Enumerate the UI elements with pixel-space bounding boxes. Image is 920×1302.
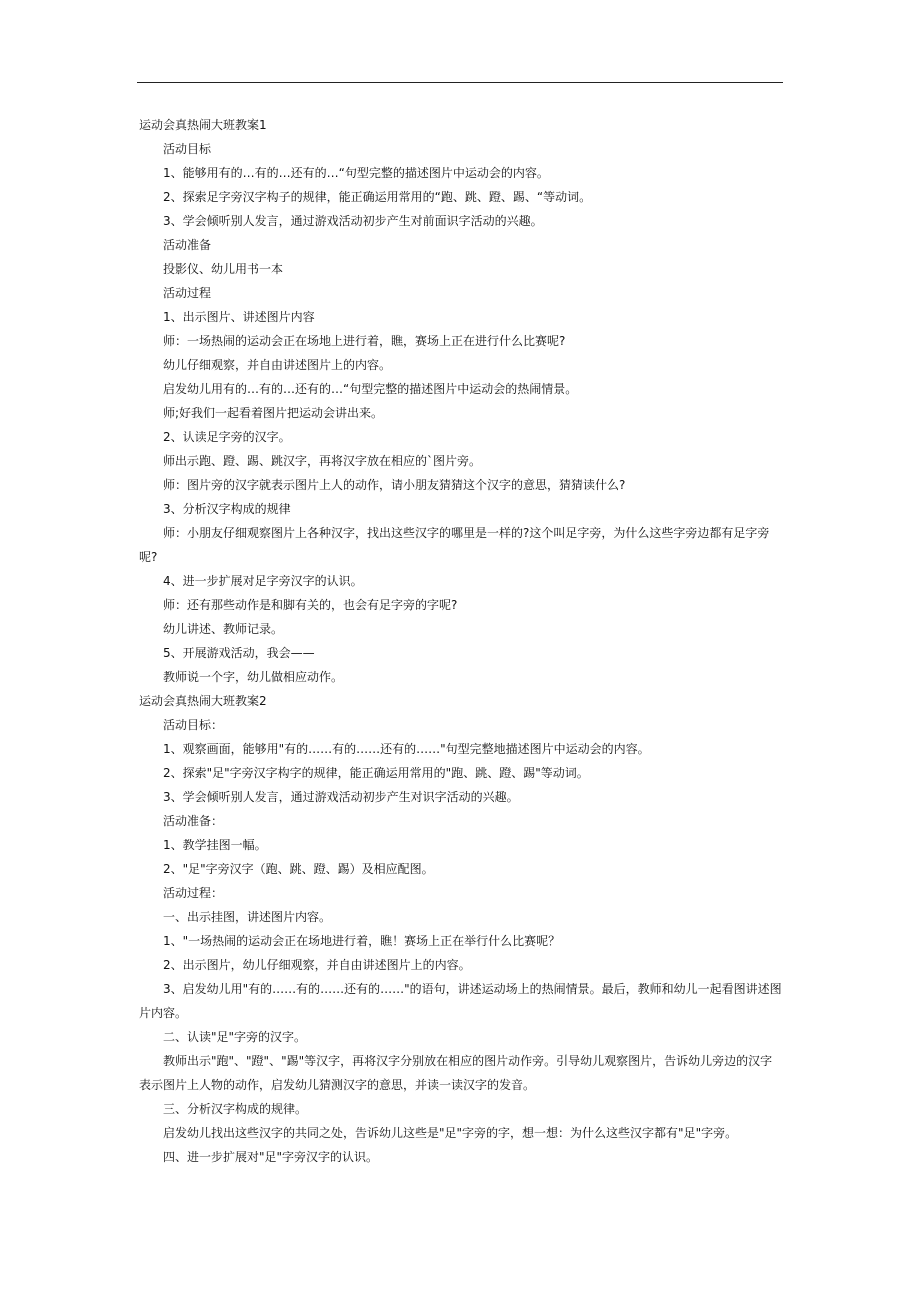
paragraph: 投影仪、幼儿用书一本 bbox=[163, 262, 284, 276]
paragraph: 1、教学挂图一幅。 bbox=[163, 838, 267, 852]
paragraph: 师：一场热闹的运动会正在场地上进行着，瞧，赛场上正在进行什么比赛呢? bbox=[163, 334, 566, 348]
paragraph: 1、出示图片、讲述图片内容 bbox=[163, 310, 315, 324]
paragraph: 启发幼儿用有的…有的…还有的…“句型完整的描述图片中运动会的热闹情景。 bbox=[163, 382, 578, 396]
paragraph: 教师说一个字，幼儿做相应动作。 bbox=[163, 670, 344, 684]
header-rule bbox=[137, 82, 783, 83]
paragraph: 活动准备 bbox=[163, 238, 212, 252]
section-heading: 运动会真热闹大班教案2 bbox=[139, 694, 267, 708]
paragraph: 二、认读"足"字旁的汉字。 bbox=[163, 1030, 307, 1044]
paragraph: 教师出示"跑"、"蹬"、"踢"等汉字，再将汉字分别放在相应的图片动作旁。引导幼儿观察图片，告诉幼儿旁边的汉字表示图片上人物的动作，启发幼儿猜测汉字的意思，并读一读汉字的发音。 bbox=[139, 1054, 773, 1092]
paragraph: 幼儿仔细观察，并自由讲述图片上的内容。 bbox=[163, 358, 392, 372]
paragraph: 3、分析汉字构成的规律 bbox=[163, 502, 291, 516]
paragraph: 4、进一步扩展对足字旁汉字的认识。 bbox=[163, 574, 363, 588]
paragraph: 活动目标： bbox=[163, 718, 224, 732]
paragraph: 2、探索足字旁汉字构子的规律，能正确运用常用的“跑、跳、蹬、踢、“等动词。 bbox=[163, 190, 592, 204]
paragraph: 师：图片旁的汉字就表示图片上人的动作，请小朋友猜猜这个汉字的意思，猜猜读什么? bbox=[163, 478, 626, 492]
paragraph: 2、出示图片，幼儿仔细观察，并自由讲述图片上的内容。 bbox=[163, 958, 471, 972]
paragraph: 1、能够用有的…有的…还有的…“句型完整的描述图片中运动会的内容。 bbox=[163, 166, 549, 180]
paragraph: 活动过程： bbox=[163, 886, 224, 900]
paragraph: 1、观察画面，能够用"有的……有的……还有的……"句型完整地描述图片中运动会的内容。 bbox=[163, 742, 650, 756]
paragraph: 师出示跑、蹬、踢、跳汉字，再将汉字放在相应的`图片旁。 bbox=[163, 454, 482, 468]
paragraph: 2、"足"字旁汉字（跑、跳、蹬、踢）及相应配图。 bbox=[163, 862, 434, 876]
paragraph: 师：小朋友仔细观察图片上各种汉字，找出这些汉字的哪里是一样的?这个叫足字旁，为什么这些字旁边都有足字旁呢? bbox=[139, 526, 770, 564]
paragraph: 师;好我们一起看着图片把运动会讲出来。 bbox=[163, 406, 384, 420]
paragraph: 1、"一场热闹的运动会正在场地进行着，瞧！赛场上正在举行什么比赛呢？ bbox=[163, 934, 561, 948]
document-body bbox=[139, 113, 783, 1169]
paragraph: 活动准备： bbox=[163, 814, 224, 828]
paragraph: 师：还有那些动作是和脚有关的，也会有足字旁的字呢? bbox=[163, 598, 458, 612]
paragraph: 四、进一步扩展对"足"字旁汉字的认识。 bbox=[163, 1150, 379, 1164]
paragraph: 启发幼儿找出这些汉字的共同之处，告诉幼儿这些是"足"字旁的字，想一想：为什么这些汉字都有"足"字旁。 bbox=[163, 1126, 738, 1140]
section-heading: 运动会真热闹大班教案1 bbox=[139, 118, 267, 132]
paragraph: 2、探索"足"字旁汉字构字的规律，能正确运用常用的"跑、跳、蹬、踢"等动词。 bbox=[163, 766, 589, 780]
paragraph: 活动过程 bbox=[163, 286, 212, 300]
paragraph: 3、启发幼儿用"有的……有的……还有的……"的语句，讲述运动场上的热闹情景。最后，教师和幼儿一起看图讲述图片内容。 bbox=[139, 982, 782, 1020]
paragraph: 三、分析汉字构成的规律。 bbox=[163, 1102, 308, 1116]
paragraph: 一、出示挂图，讲述图片内容。 bbox=[163, 910, 332, 924]
paragraph: 活动目标 bbox=[163, 142, 212, 156]
paragraph: 3、学会倾听别人发言，通过游戏活动初步产生对前面识字活动的兴趣。 bbox=[163, 214, 543, 228]
paragraph: 5、开展游戏活动，我会—— bbox=[163, 646, 315, 660]
paragraph: 幼儿讲述、教师记录。 bbox=[163, 622, 284, 636]
paragraph: 3、学会倾听别人发言，通过游戏活动初步产生对识字活动的兴趣。 bbox=[163, 790, 519, 804]
paragraph: 2、认读足字旁的汉字。 bbox=[163, 430, 291, 444]
